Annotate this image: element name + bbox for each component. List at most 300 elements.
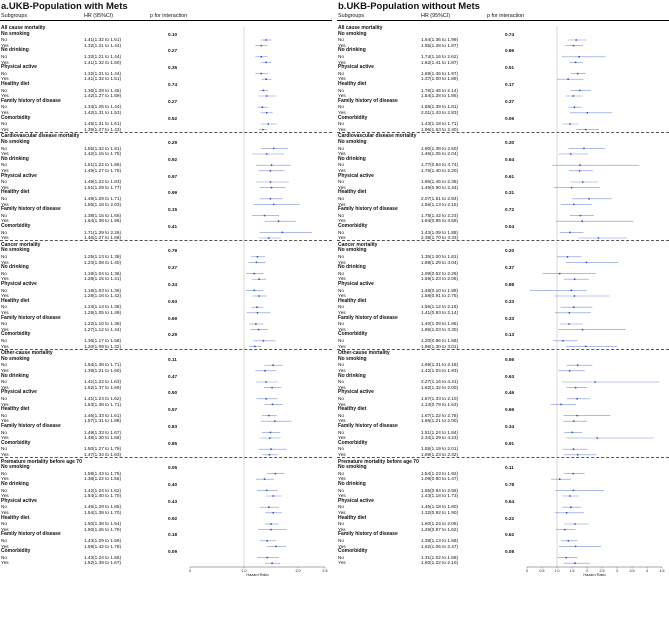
hr-ci-text: 1.43(1.24 to 1.65): [84, 554, 122, 560]
x-tick-label: 0: [189, 568, 191, 573]
level-label: Yes: [1, 59, 9, 65]
level-label: No: [1, 538, 7, 543]
p-interaction-value: 0.66: [505, 407, 515, 413]
p-interaction-value: 0.22: [505, 515, 515, 521]
subgroup-label: No drinking: [1, 481, 29, 487]
level-label: No: [1, 121, 7, 127]
hr-ci-text: 1.46(1.18 to 1.80): [421, 504, 459, 510]
level-label: Yes: [338, 510, 346, 515]
subgroup-label: Healthy diet: [1, 406, 30, 413]
hr-point: [271, 562, 273, 564]
hr-point: [565, 557, 567, 559]
level-label: Yes: [1, 543, 9, 549]
hr-ci-text: 1.42(1.31 to 1.53): [84, 110, 122, 115]
hr-ci-text: 1.55(1.18 to 2.03): [84, 201, 122, 207]
subgroup-label: Physical active: [338, 64, 374, 71]
hr-point: [574, 106, 576, 108]
hr-ci-text: 1.59(1.23 to 2.06): [421, 276, 459, 282]
p-interaction-value: 0.46: [505, 390, 515, 396]
level-label: No: [338, 121, 344, 127]
hr-point: [559, 478, 561, 480]
p-interaction-value: 0.33: [505, 298, 515, 304]
hr-ci-text: 1.64(1.36 to 1.99): [421, 37, 459, 43]
p-interaction-value: 0.88: [505, 282, 515, 287]
subgroup-label: Family history of disease: [1, 97, 61, 104]
hr-point: [569, 232, 571, 234]
hr-ci-text: 1.58(0.91 to 2.75): [421, 293, 459, 299]
hr-point: [253, 290, 255, 292]
hr-ci-text: 1.43(1.18 to 1.73): [421, 493, 459, 499]
level-label: No: [338, 254, 344, 259]
level-label: Yes: [338, 401, 346, 407]
subgroup-label: No smoking: [1, 247, 30, 254]
section-title: Cardiovascular disease mortality: [1, 133, 80, 140]
level-label: No: [338, 321, 344, 327]
p-interaction-value: 0.35: [168, 65, 178, 71]
level-label: Yes: [338, 418, 346, 424]
hr-ci-text: 1.25(1.05 to 1.49): [84, 310, 122, 315]
hr-ci-text: 1.56(1.21 to 2.00): [421, 418, 459, 424]
level-label: No: [1, 362, 7, 368]
level-label: Yes: [338, 259, 346, 265]
p-interaction-value: 0.20: [505, 248, 515, 254]
level-label: No: [1, 287, 7, 293]
hr-ci-text: 1.13(0.79 to 1.63): [421, 401, 459, 407]
hr-ci-text: 1.51(1.29 to 1.77): [84, 184, 122, 190]
p-interaction-value: 0.09: [168, 549, 178, 555]
hr-ci-text: 1.59(1.42 to 1.78): [84, 543, 122, 549]
hr-point: [281, 232, 283, 234]
level-label: Yes: [338, 126, 346, 132]
hr-ci-text: 1.42(1.04 to 1.93): [421, 368, 459, 373]
hr-ci-text: 1.25(1.13 to 1.39): [84, 254, 122, 259]
p-interaction-value: 0.85: [168, 440, 178, 446]
level-label: No: [1, 70, 7, 76]
level-label: No: [1, 179, 7, 185]
hr-ci-text: 1.41(1.22 to 1.63): [84, 379, 122, 385]
hr-point: [266, 557, 268, 559]
level-label: Yes: [1, 126, 9, 132]
level-label: No: [338, 87, 344, 93]
header-subgroups: Subgroups: [1, 13, 28, 19]
header-p: p for interaction: [487, 13, 525, 19]
hr-ci-text: 1.50(1.26 to 1.79): [84, 526, 122, 532]
level-label: Yes: [1, 526, 9, 532]
hr-ci-text: 1.50(1.38 to 1.64): [84, 521, 122, 527]
hr-ci-text: 1.20(1.09 to 1.32): [84, 343, 122, 349]
subgroup-label: Family history of disease: [338, 423, 398, 429]
x-tick-label: 1.5: [569, 568, 575, 573]
level-label: No: [338, 487, 344, 493]
subgroup-label: No drinking: [1, 372, 29, 379]
hr-point: [573, 45, 575, 47]
level-label: No: [338, 504, 344, 510]
hr-ci-text: 1.85(1.03 to 3.30): [421, 326, 459, 332]
hr-point: [270, 523, 272, 525]
level-label: No: [1, 379, 7, 385]
hr-ci-text: 1.56(1.12 to 2.18): [421, 304, 459, 310]
hr-point: [583, 148, 585, 150]
level-label: Yes: [1, 259, 9, 265]
level-label: Yes: [1, 42, 9, 48]
forest-panel-with-mets: [0, 0, 332, 620]
hr-point: [569, 495, 571, 497]
level-label: No: [338, 270, 344, 276]
hr-point: [258, 278, 260, 280]
p-interaction-value: 0.31: [505, 190, 515, 196]
hr-ci-text: 1.84(0.95 to 3.55): [421, 218, 459, 224]
subgroup-label: Physical active: [338, 389, 374, 396]
hr-point: [271, 164, 273, 166]
p-interaction-value: 0.99: [168, 190, 178, 196]
hr-ci-text: 1.20(0.86 to 1.68): [421, 338, 459, 343]
hr-ci-text: 1.52(1.37 to 1.69): [84, 384, 122, 390]
hr-point: [586, 262, 588, 264]
subgroup-label: Comorbidity: [1, 331, 31, 338]
hr-point: [569, 370, 571, 372]
subgroup-label: No smoking: [338, 464, 367, 471]
subgroup-label: Family history of disease: [338, 97, 398, 104]
hr-ci-text: 1.86(1.46 to 2.36): [421, 179, 459, 185]
hr-ci-text: 1.71(1.29 to 2.26): [84, 229, 122, 235]
subgroup-label: Physical active: [1, 64, 37, 71]
hr-point: [574, 295, 576, 297]
x-tick-label: 2.5: [322, 568, 328, 573]
hr-point: [273, 204, 275, 206]
section-title: Cardiovascular disease mortality: [338, 133, 417, 140]
x-tick-label: 0.5: [539, 568, 545, 573]
level-label: Yes: [338, 93, 346, 99]
hr-point: [265, 381, 267, 383]
hr-point: [560, 404, 562, 406]
hr-point: [574, 562, 576, 564]
hr-point: [267, 123, 269, 125]
hr-ci-text: 1.54(1.38 to 1.71): [84, 362, 122, 368]
hr-ci-text: 1.47(1.34 to 1.63): [84, 452, 122, 457]
section-title: Premature mortality before age 70: [338, 458, 419, 465]
level-label: No: [338, 446, 344, 452]
level-label: Yes: [1, 151, 9, 157]
hr-point: [567, 78, 569, 80]
subgroup-label: Healthy diet: [338, 406, 367, 413]
hr-ci-text: 2.01(1.43 to 2.83): [421, 110, 459, 115]
hr-point: [266, 112, 268, 114]
hr-point: [586, 112, 588, 114]
level-label: Yes: [338, 343, 346, 349]
hr-point: [268, 415, 270, 417]
p-interaction-value: 0.37: [168, 265, 178, 271]
subgroup-label: Comorbidity: [1, 223, 31, 229]
hr-point: [574, 523, 576, 525]
hr-point: [265, 398, 267, 400]
level-label: No: [338, 196, 344, 201]
p-interaction-value: 0.06: [505, 115, 515, 121]
hr-ci-text: 1.42(1.27 to 1.59): [84, 93, 122, 99]
hr-ci-text: 1.45(1.31 to 1.61): [84, 121, 122, 127]
hr-ci-text: 1.54(1.39 to 1.70): [84, 510, 122, 515]
subgroup-label: Physical active: [1, 497, 37, 504]
hr-ci-text: 1.31(1.02 to 1.68): [421, 554, 459, 560]
level-label: Yes: [1, 384, 9, 390]
level-label: Yes: [338, 76, 346, 82]
hr-point: [268, 454, 270, 456]
hr-point: [571, 187, 573, 189]
subgroup-label: Physical active: [338, 172, 374, 179]
subgroup-label: No smoking: [1, 355, 30, 362]
hr-point: [569, 123, 571, 125]
hr-point: [274, 473, 276, 475]
subgroup-label: No drinking: [338, 481, 366, 487]
hr-ci-text: 1.42(1.15 to 1.75): [84, 151, 122, 157]
level-label: Yes: [1, 368, 9, 373]
p-interaction-value: 0.37: [505, 98, 515, 104]
subgroup-label: Family history of disease: [338, 314, 398, 321]
level-label: No: [1, 412, 7, 418]
p-interaction-value: 0.43: [168, 498, 178, 504]
level-label: No: [1, 521, 7, 527]
hr-point: [268, 237, 270, 239]
hr-point: [567, 256, 569, 258]
hr-point: [571, 432, 573, 434]
hr-ci-text: 1.41(1.32 to 1.50): [84, 59, 122, 65]
level-label: Yes: [338, 110, 346, 115]
p-interaction-value: 0.62: [505, 532, 515, 538]
x-tick-label: 2.0: [295, 568, 301, 573]
subgroup-label: No drinking: [338, 372, 366, 379]
hr-ci-text: 1.46(1.05 to 2.04): [421, 151, 459, 157]
hr-point: [265, 62, 267, 64]
hr-ci-text: 1.49(1.22 to 1.83): [84, 179, 122, 185]
subgroup-label: No smoking: [1, 30, 30, 37]
forest-panel-without-mets: [337, 0, 669, 620]
level-label: No: [338, 304, 344, 310]
hr-ci-text: 1.35(1.27 to 1.43): [84, 126, 122, 132]
hr-point: [275, 546, 277, 548]
hr-point: [271, 187, 273, 189]
level-label: Yes: [1, 418, 9, 424]
subgroup-label: Comorbidity: [1, 548, 31, 555]
hr-ci-text: 1.48(0.10 to 1.99): [421, 287, 459, 293]
subgroup-label: Physical active: [1, 281, 37, 287]
hr-ci-text: 1.62(1.41 to 1.87): [421, 59, 459, 65]
hr-ci-text: 1.41(1.32 to 1.51): [84, 37, 122, 43]
level-label: Yes: [338, 310, 346, 315]
level-label: No: [338, 362, 344, 368]
hr-point: [273, 148, 275, 150]
level-label: No: [1, 162, 7, 168]
hr-ci-text: 1.32(1.21 to 1.44): [84, 54, 122, 59]
p-interaction-value: 0.63: [505, 373, 515, 379]
x-tick-label: 0: [526, 568, 528, 573]
header-subgroups: Subgroups: [338, 13, 365, 19]
hr-point: [263, 340, 265, 342]
p-interaction-value: 0.37: [505, 265, 515, 271]
subgroup-label: Family history of disease: [1, 531, 61, 538]
level-label: No: [338, 521, 344, 527]
level-label: Yes: [338, 493, 346, 499]
level-label: Yes: [338, 560, 346, 566]
level-label: Yes: [338, 235, 346, 241]
hr-ci-text: 1.46(1.33 to 1.61): [84, 412, 122, 418]
hr-point: [576, 415, 578, 417]
hr-point: [568, 540, 570, 542]
subgroup-label: Healthy diet: [1, 297, 30, 304]
hr-point: [579, 170, 581, 172]
level-label: No: [1, 37, 7, 43]
hr-ci-text: 2.07(1.51 to 2.84): [421, 196, 459, 201]
level-label: Yes: [1, 76, 9, 82]
level-label: No: [338, 429, 344, 435]
level-label: No: [338, 287, 344, 293]
hr-point: [582, 181, 584, 183]
hr-ci-text: 1.39(1.21 to 1.60): [84, 368, 122, 373]
hr-ci-text: 1.96(1.63 to 2.40): [421, 126, 459, 132]
level-label: No: [1, 212, 7, 218]
hr-point: [260, 45, 262, 47]
level-label: No: [338, 470, 344, 476]
level-label: Yes: [338, 476, 346, 482]
section-title: Other-cause mortality: [1, 350, 53, 357]
level-label: No: [338, 412, 344, 418]
level-label: No: [1, 196, 7, 201]
subgroup-label: No smoking: [1, 464, 30, 471]
x-tick-label: 3: [616, 568, 618, 573]
hr-ci-text: 1.49(1.27 to 1.75): [84, 168, 122, 173]
hr-point: [270, 181, 272, 183]
x-tick-label: 2: [586, 568, 588, 573]
p-interaction-value: 0.27: [168, 98, 178, 104]
level-label: Yes: [338, 293, 346, 299]
p-interaction-value: 0.11: [168, 356, 177, 362]
hr-point: [581, 220, 583, 222]
hr-point: [575, 62, 577, 64]
subgroup-label: No drinking: [1, 155, 29, 162]
hr-ci-text: 1.55(1.32 to 1.81): [84, 145, 122, 151]
subgroup-label: Comorbidity: [338, 223, 368, 229]
level-label: No: [1, 270, 7, 276]
level-label: Yes: [338, 526, 346, 532]
p-interaction-value: 0.74: [505, 31, 515, 37]
p-interaction-value: 0.57: [168, 407, 178, 413]
p-interaction-value: 0.91: [505, 440, 515, 446]
level-label: No: [338, 70, 344, 76]
header-p: p for interaction: [150, 13, 188, 19]
hr-ci-text: 1.46(1.27 to 1.68): [84, 235, 122, 241]
p-interaction-value: 0.13: [505, 332, 515, 338]
subgroup-label: No smoking: [338, 355, 367, 362]
hr-point: [272, 495, 274, 497]
hr-point: [580, 215, 582, 217]
hr-point: [573, 420, 575, 422]
hr-ci-text: 1.46(1.29 to 1.65): [84, 504, 122, 510]
subgroup-label: No drinking: [338, 47, 366, 54]
hr-ci-text: 1.62(1.32 to 2.00): [421, 384, 459, 390]
hr-ci-text: 1.09(0.52 to 2.29): [421, 270, 459, 276]
p-interaction-value: 0.69: [168, 315, 178, 321]
hr-point: [272, 404, 274, 406]
hr-ci-text: 1.98(1.29 to 3.04): [421, 259, 459, 265]
hr-ci-text: 1.52(1.39 to 1.67): [84, 560, 122, 566]
p-interaction-value: 0.17: [505, 82, 515, 87]
x-tick-label: 4: [646, 568, 648, 573]
hr-ci-text: 1.40(1.09 to 1.86): [421, 321, 459, 327]
subgroup-label: Family history of disease: [338, 206, 398, 213]
hr-point: [564, 529, 566, 531]
hr-ci-text: 1.41(1.32 to 1.51): [84, 76, 122, 82]
level-label: Yes: [338, 184, 346, 190]
level-label: No: [338, 104, 344, 110]
hr-point: [264, 215, 266, 217]
hr-ci-text: 1.42(1.24 to 1.62): [84, 487, 122, 493]
p-interaction-value: 0.97: [168, 173, 178, 179]
hr-point: [578, 56, 580, 58]
subgroup-label: No smoking: [338, 247, 367, 254]
level-label: No: [1, 338, 7, 343]
hr-ci-text: 2.34(1.29 to 4.23): [421, 435, 459, 441]
subgroup-label: Healthy diet: [1, 81, 30, 87]
hr-point: [588, 198, 590, 200]
hr-point: [257, 256, 259, 258]
p-interaction-value: 0.92: [168, 515, 178, 521]
hr-point: [598, 237, 600, 239]
hr-ci-text: 1.69(1.31 to 2.18): [421, 362, 459, 368]
hr-point: [253, 273, 255, 275]
level-label: No: [1, 254, 7, 259]
level-label: No: [1, 229, 7, 235]
hr-ci-text: 1.36(1.29 to 1.45): [84, 87, 122, 93]
section-title: Other-cause mortality: [338, 350, 390, 357]
x-tick-label: 2.5: [599, 568, 605, 573]
hr-point: [269, 437, 271, 439]
level-label: No: [338, 538, 344, 543]
p-interaction-value: 0.52: [168, 115, 178, 121]
hr-ci-text: 1.26(0.97 to 1.62): [421, 526, 459, 532]
hr-ci-text: 2.27(1.16 to 4.41): [421, 379, 459, 385]
p-interaction-value: 0.78: [505, 482, 515, 487]
subgroup-label: Physical active: [1, 389, 37, 396]
hr-ci-text: 1.32(0.92 to 1.90): [421, 510, 459, 515]
subgroup-label: Family history of disease: [1, 423, 61, 429]
p-interaction-value: 0.78: [168, 248, 178, 254]
hr-ci-text: 1.43(1.29 to 1.59): [84, 538, 122, 543]
level-label: Yes: [1, 476, 9, 482]
level-label: No: [338, 229, 344, 235]
hr-ci-text: 1.78(1.42 to 2.23): [421, 212, 459, 218]
level-label: No: [1, 504, 7, 510]
p-interaction-value: 0.92: [168, 156, 178, 162]
subgroup-label: Family history of disease: [1, 314, 61, 321]
hr-point: [268, 506, 270, 508]
hr-ci-text: 1.43(1.09 to 1.88): [421, 229, 459, 235]
level-label: No: [1, 145, 7, 151]
level-label: Yes: [338, 201, 346, 207]
p-interaction-value: 0.10: [168, 31, 178, 37]
hr-point: [263, 90, 265, 92]
hr-ci-text: 1.50(1.27 to 1.79): [84, 446, 122, 452]
p-interaction-value: 0.27: [168, 48, 178, 54]
header-hr: HR (95%CI): [84, 13, 114, 19]
hr-point: [264, 478, 266, 480]
level-label: Yes: [1, 184, 9, 190]
hr-point: [562, 340, 564, 342]
level-label: Yes: [338, 452, 346, 457]
hr-ci-text: 1.32(1.21 to 1.44): [84, 70, 122, 76]
hr-ci-text: 1.58(1.43 to 1.75): [84, 470, 122, 476]
level-label: Yes: [1, 435, 9, 441]
subgroup-label: Family history of disease: [338, 531, 398, 538]
hr-point: [255, 323, 257, 325]
section-title: Cancer mortality: [1, 241, 41, 248]
